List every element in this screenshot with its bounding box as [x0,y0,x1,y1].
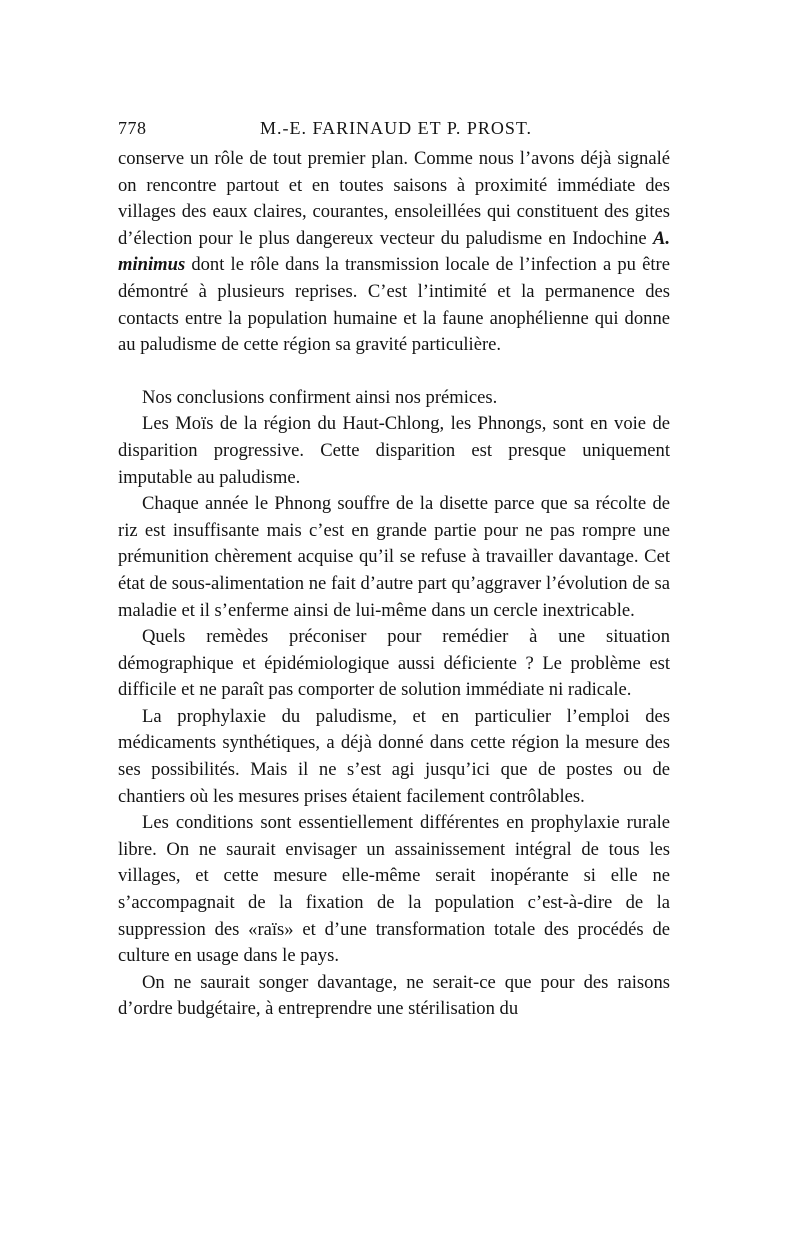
paragraph [118,385,670,412]
paragraph [118,704,670,810]
text-segment: Nos conclusions confirment ainsi nos prémices. [142,386,498,408]
body-text [118,146,670,1023]
text-segment: Chaque année le Phnong souffre de la disette parce que sa récolte de riz est insuffisante mais c’est en grande partie pour ne pas rompre une prémunition chèrement acquise qu’il se refuse à travailler davantage. Cet état de sous-alimentation ne fait d’autre part qu’aggraver l’évolution de sa maladie et il s’enferme ainsi de lui-même dans un cercle inextricable. [118,493,670,621]
running-header [118,112,670,146]
text-segment: conserve un rôle de tout premier plan. Comme nous l’avons déjà signalé on rencontre partout et en toutes saisons à proximité immédiate des villages des eaux claires, courantes, ensoleillées qui constituent des gites d’élection pour le plus dangereux vecteur du paludisme en Indochine [118,148,670,249]
paragraph [118,491,670,624]
text-segment: Les conditions sont essentiellement différentes en prophylaxie rurale libre. On ne saurait envisager un assainissement intégral de tous les villages, et cette mesure elle-même serait inopérante si elle ne s’accompagnait de la fixation de la population c’est-à-dire de la suppression des «raïs» et d’une transformation totale des procédés de culture en usage dans le pays. [118,812,670,967]
book-page [118,112,670,1023]
page-number: 778 [118,118,147,138]
paragraph-gap [118,359,670,385]
paragraph [118,810,670,970]
paragraph [118,624,670,704]
text-segment: dont le rôle dans la transmission locale de l’infection a pu être démontré à plusieurs reprises. C’est l’intimité et la permanence des contacts entre la population humaine et la faune anophélienne qui donne au paludisme de cette région sa gravité particulière. [118,254,670,356]
text-segment: Les Moïs de la région du Haut-Chlong, les Phnongs, sont en voie de disparition progressive. Cette disparition est presque uniquement imputable au paludisme. [118,413,670,488]
text-segment: On ne saurait songer davantage, ne serait-ce que pour des raisons d’ordre budgétaire, à entreprendre une stérilisation du [118,971,670,1020]
species-name: A. minimus [118,227,670,276]
text-segment: Quels remèdes préconiser pour remédier à une situation démographique et épidémiologique aussi déficiente ? Le problème est difficile et ne paraît pas comporter de solution immédiate ni radicale. [118,626,670,701]
paragraph [118,146,670,359]
paragraph [118,411,670,491]
paragraph [118,970,670,1023]
text-segment: La prophylaxie du paludisme, et en particulier l’emploi des médicaments synthétiques, a déjà donné dans cette région la mesure des ses possibilités. Mais il ne s’est agi jusqu’ici que de postes ou de chantiers où les mesures prises étaient facilement contrôlables. [118,705,670,807]
running-title: M.-E. FARINAUD ET P. PROST. [260,118,533,138]
